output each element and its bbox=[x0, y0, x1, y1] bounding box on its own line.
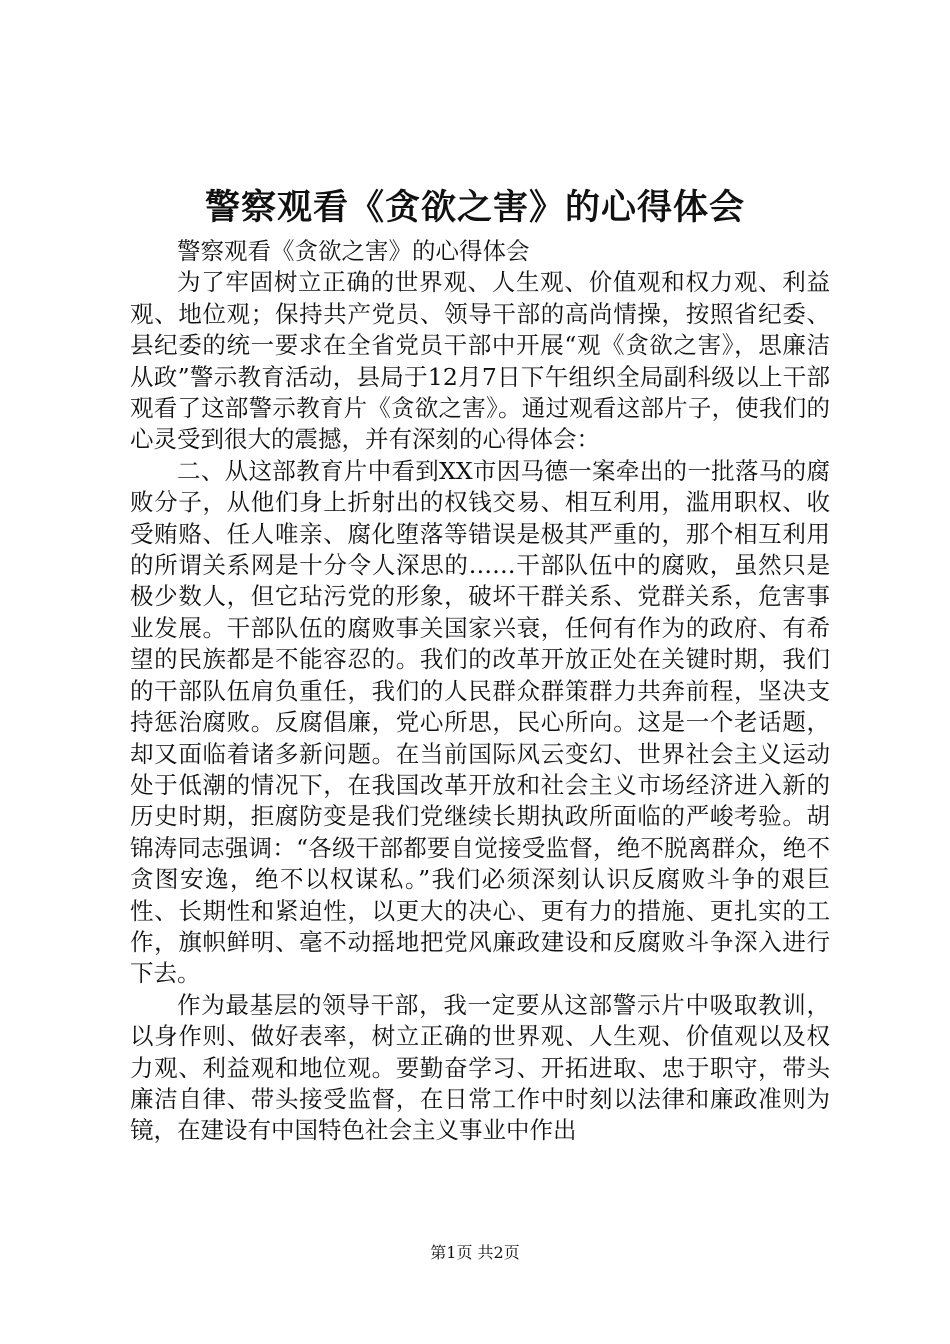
paragraph-resolution: 作为最基层的领导干部，我一定要从这部警示片中吸取教训，以身作则、做好表率，树立正确的世界观、人生观、价值观以及权力观、利益观和地位观。要勤奋学习、开拓进取、忠于职守，带头廉洁自律、带头接受监督，在日常工作中时刻以法律和廉政准则为镜，在建设有中国特色社会主义事业中作出 bbox=[130, 990, 830, 1145]
document-body bbox=[130, 236, 830, 1147]
paragraph-intro: 为了牢固树立正确的世界观、人生观、价值观和权力观、利益观、地位观；保持共产党员、领导干部的高尚情操，按照省纪委、县纪委的统一要求在全省党员干部中开展“观《贪欲之害》，思廉洁从政”警示教育活动，县局于12月7日下午组织全局副科级以上干部观看了这部警示教育片《贪欲之害》。通过观看这部片子，使我们的心灵受到很大的震撼，并有深刻的心得体会： bbox=[130, 268, 830, 454]
paragraph-section-two: 二、从这部教育片中看到XX市因马德一案牵出的一批落马的腐败分子，从他们身上折射出的权钱交易、相互利用，滥用职权、收受贿赂、任人唯亲、腐化堕落等错误是极其严重的，那个相互利用的所谓关系网是十分令人深思的……干部队伍中的腐败，虽然只是极少数人，但它玷污党的形象，破坏干群关系、党群关系，危害事业发展。干部队伍的腐败事关国家兴衰，任何有作为的政府、有希望的民族都是不能容忍的。我们的改革开放正处在关键时期，我们的干部队伍肩负重任，我们的人民群众群策群力共奔前程，坚决支持惩治腐败。反腐倡廉，党心所思，民心所向。这是一个老话题，却又面临着诸多新问题。在当前国际风云变幻、世界社会主义运动处于低潮的情况下，在我国改革开放和社会主义市场经济进入新的历史时期，拒腐防变是我们党继续长期执政所面临的严峻考验。胡锦涛同志强调：“各级干部都要自觉接受监督，绝不脱离群众，绝不贪图安逸，绝不以权谋私。”我们必须深刻认识反腐败斗争的艰巨性、长期性和紧迫性，以更大的决心、更有力的措施、更扎实的工作，旗帜鲜明、毫不动摇地把党风廉政建设和反腐败斗争深入进行下去。 bbox=[130, 456, 830, 988]
page-footer: 第1页 共2页 bbox=[430, 1243, 520, 1262]
paragraph-subtitle: 警察观看《贪欲之害》的心得体会 bbox=[177, 237, 530, 265]
document-title: 警察观看《贪欲之害》的心得体会 bbox=[204, 187, 745, 228]
